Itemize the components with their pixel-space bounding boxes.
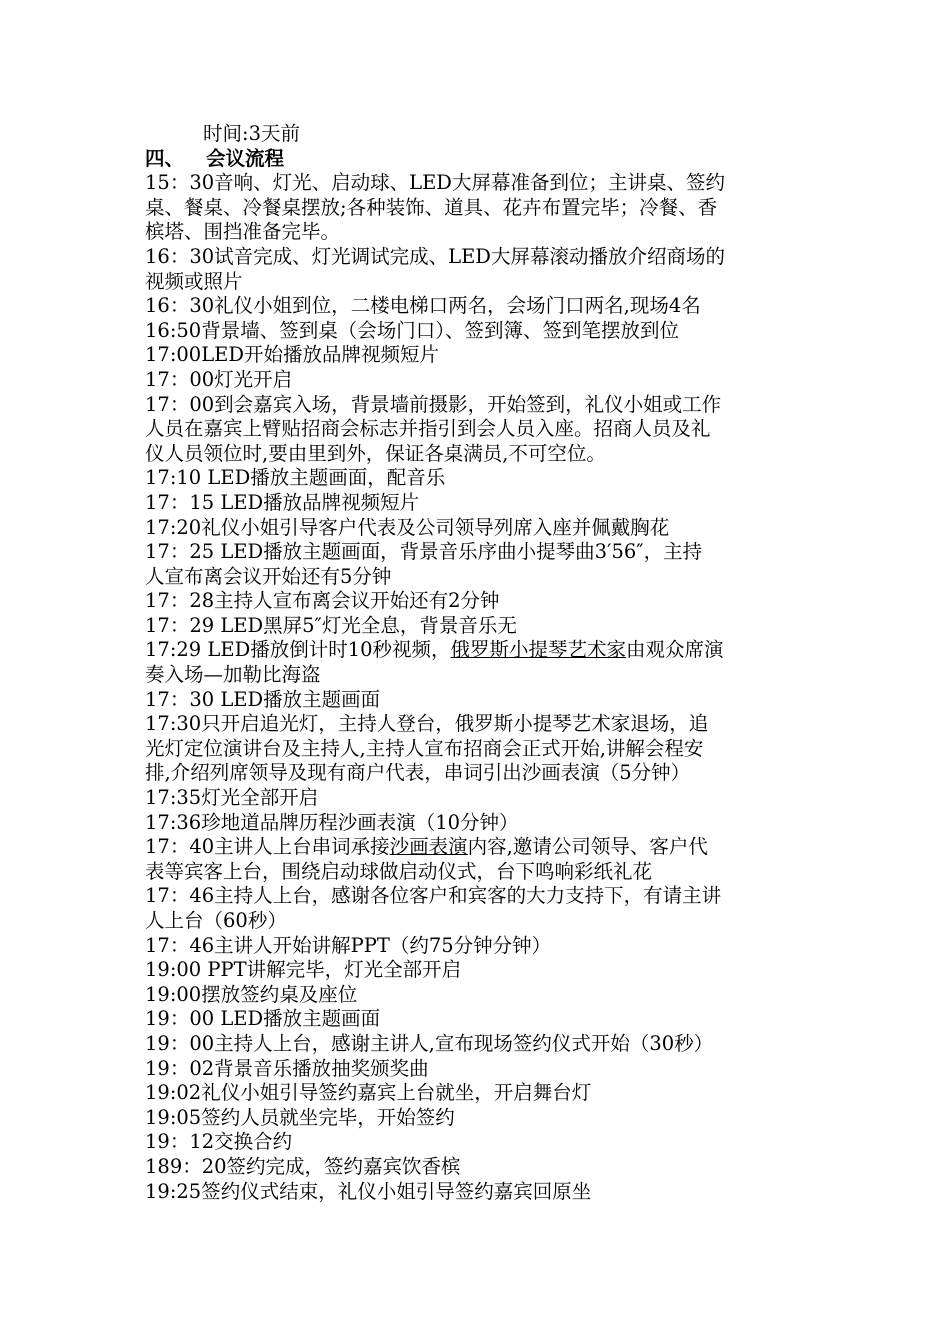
schedule-line: 光灯定位演讲台及主持人,主持人宣布招商会正式开始,讲解会程安 (145, 736, 704, 760)
schedule-line: 奏入场—加勒比海盗 (145, 663, 321, 687)
schedule-line: 17：00到会嘉宾入场，背景墙前摄影，开始签到，礼仪小姐或工作 (145, 392, 722, 416)
schedule-line: 15：30音响、灯光、启动球、LED大屏幕准备到位；主讲桌、签约 (145, 171, 725, 195)
schedule-line: 19：02背景音乐播放抽奖颁奖曲 (145, 1056, 429, 1080)
schedule-line: 17:10 LED播放主题画面，配音乐 (145, 466, 446, 490)
schedule-line: 17:00LED开始播放品牌视频短片 (145, 343, 440, 367)
schedule-line (145, 638, 815, 663)
document-page (145, 122, 815, 1204)
schedule-line: 人员在嘉宾上臂贴招商会标志并指引到会人员入座。招商人员及礼 (145, 417, 711, 441)
schedule-line: 17：30 LED播放主题画面 (145, 687, 381, 711)
schedule-line: 17:35灯光全部开启 (145, 786, 319, 810)
schedule-line: 17：00灯光开启 (145, 367, 293, 391)
schedule-line: 17：46主讲人开始讲解PPT（约75分钟分钟） (145, 933, 552, 957)
schedule-line: 17：15 LED播放品牌视频短片 (145, 490, 420, 514)
schedule-line: 16：30试音完成、灯光调试完成、LED大屏幕滚动播放介绍商场的 (145, 244, 725, 268)
schedule-line: 17：46主持人上台，感谢各位客户和宾客的大力支持下，有请主讲 (145, 884, 722, 908)
underlined-phrase: 沙画表演 (389, 835, 468, 859)
schedule-line (145, 835, 815, 860)
schedule-line: 人宣布离会议开始还有5分钟 (145, 564, 392, 588)
schedule-line: 17：25 LED播放主题画面，背景音乐序曲小提琴曲3′56″，主持 (145, 540, 703, 564)
schedule-line: 17:20礼仪小姐引导客户代表及公司领导列席入座并佩戴胸花 (145, 515, 670, 539)
schedule-line: 表等宾客上台，围绕启动球做启动仪式，台下鸣响彩纸礼花 (145, 859, 653, 883)
schedule-line: 19:00摆放签约桌及座位 (145, 982, 358, 1006)
schedule-line: 19：12交换合约 (145, 1130, 293, 1154)
schedule-line: 19:02礼仪小姐引导签约嘉宾上台就坐，开启舞台灯 (145, 1081, 592, 1105)
schedule-line: 17:36珍地道品牌历程沙画表演（10分钟） (145, 810, 519, 834)
underlined-phrase: 俄罗斯小提琴艺术家 (450, 638, 627, 662)
schedule-line: 16:50背景墙、签到桌（会场门口）、签到簿、签到笔摆放到位 (145, 318, 679, 342)
schedule-line: 视频或照片 (145, 269, 243, 293)
time-note: 时间:3天前 (203, 122, 300, 145)
schedule-line: 仪人员领位时,要由里到外，保证各桌满员,不可空位。 (145, 441, 606, 465)
section-heading (145, 147, 815, 172)
schedule-line: 桌、餐桌、冷餐桌摆放;各种装饰、道具、花卉布置完毕；冷餐、香 (145, 195, 718, 219)
schedule-line: 人上台（60秒） (145, 909, 287, 932)
schedule-line: 16：30礼仪小姐到位，二楼电梯口两名，会场门口两名,现场4名 (145, 294, 701, 318)
schedule-line: 19:05签约人员就坐完毕，开始签约 (145, 1105, 455, 1129)
schedule-line: 19：00 LED播放主题画面 (145, 1007, 381, 1031)
schedule-line: 17：29 LED黑屏5″灯光全息，背景音乐无 (145, 613, 517, 637)
line-text: 17:29 LED播放倒计时10秒视频， (145, 638, 451, 662)
schedule-line: 19：00主持人上台，感谢主讲人,宣布现场签约仪式开始（30秒） (145, 1031, 714, 1055)
schedule-line: 19:25签约仪式结束，礼仪小姐引导签约嘉宾回原坐 (145, 1179, 592, 1203)
line-text: 由观众席演 (626, 638, 724, 662)
section-title: 会议流程 (206, 146, 285, 170)
schedule-line: 槟塔、围挡准备完毕。 (145, 220, 341, 244)
line-text: 17：40主讲人上台串词承接 (145, 835, 390, 859)
schedule-line: 19:00 PPT讲解完毕，灯光全部开启 (145, 958, 462, 982)
section-number: 四、 (145, 146, 185, 170)
line-text: 内容,邀请公司领导、客户代 (467, 835, 708, 859)
schedule-line: 17：28主持人宣布离会议开始还有2分钟 (145, 589, 500, 613)
schedule-line: 17:30只开启追光灯，主持人登台，俄罗斯小提琴艺术家退场，追 (145, 712, 709, 736)
schedule-line: 排,介绍列席领导及现有商户代表，串词引出沙画表演（5分钟） (145, 761, 691, 785)
schedule-line: 189：20签约完成，签约嘉宾饮香槟 (145, 1154, 461, 1178)
